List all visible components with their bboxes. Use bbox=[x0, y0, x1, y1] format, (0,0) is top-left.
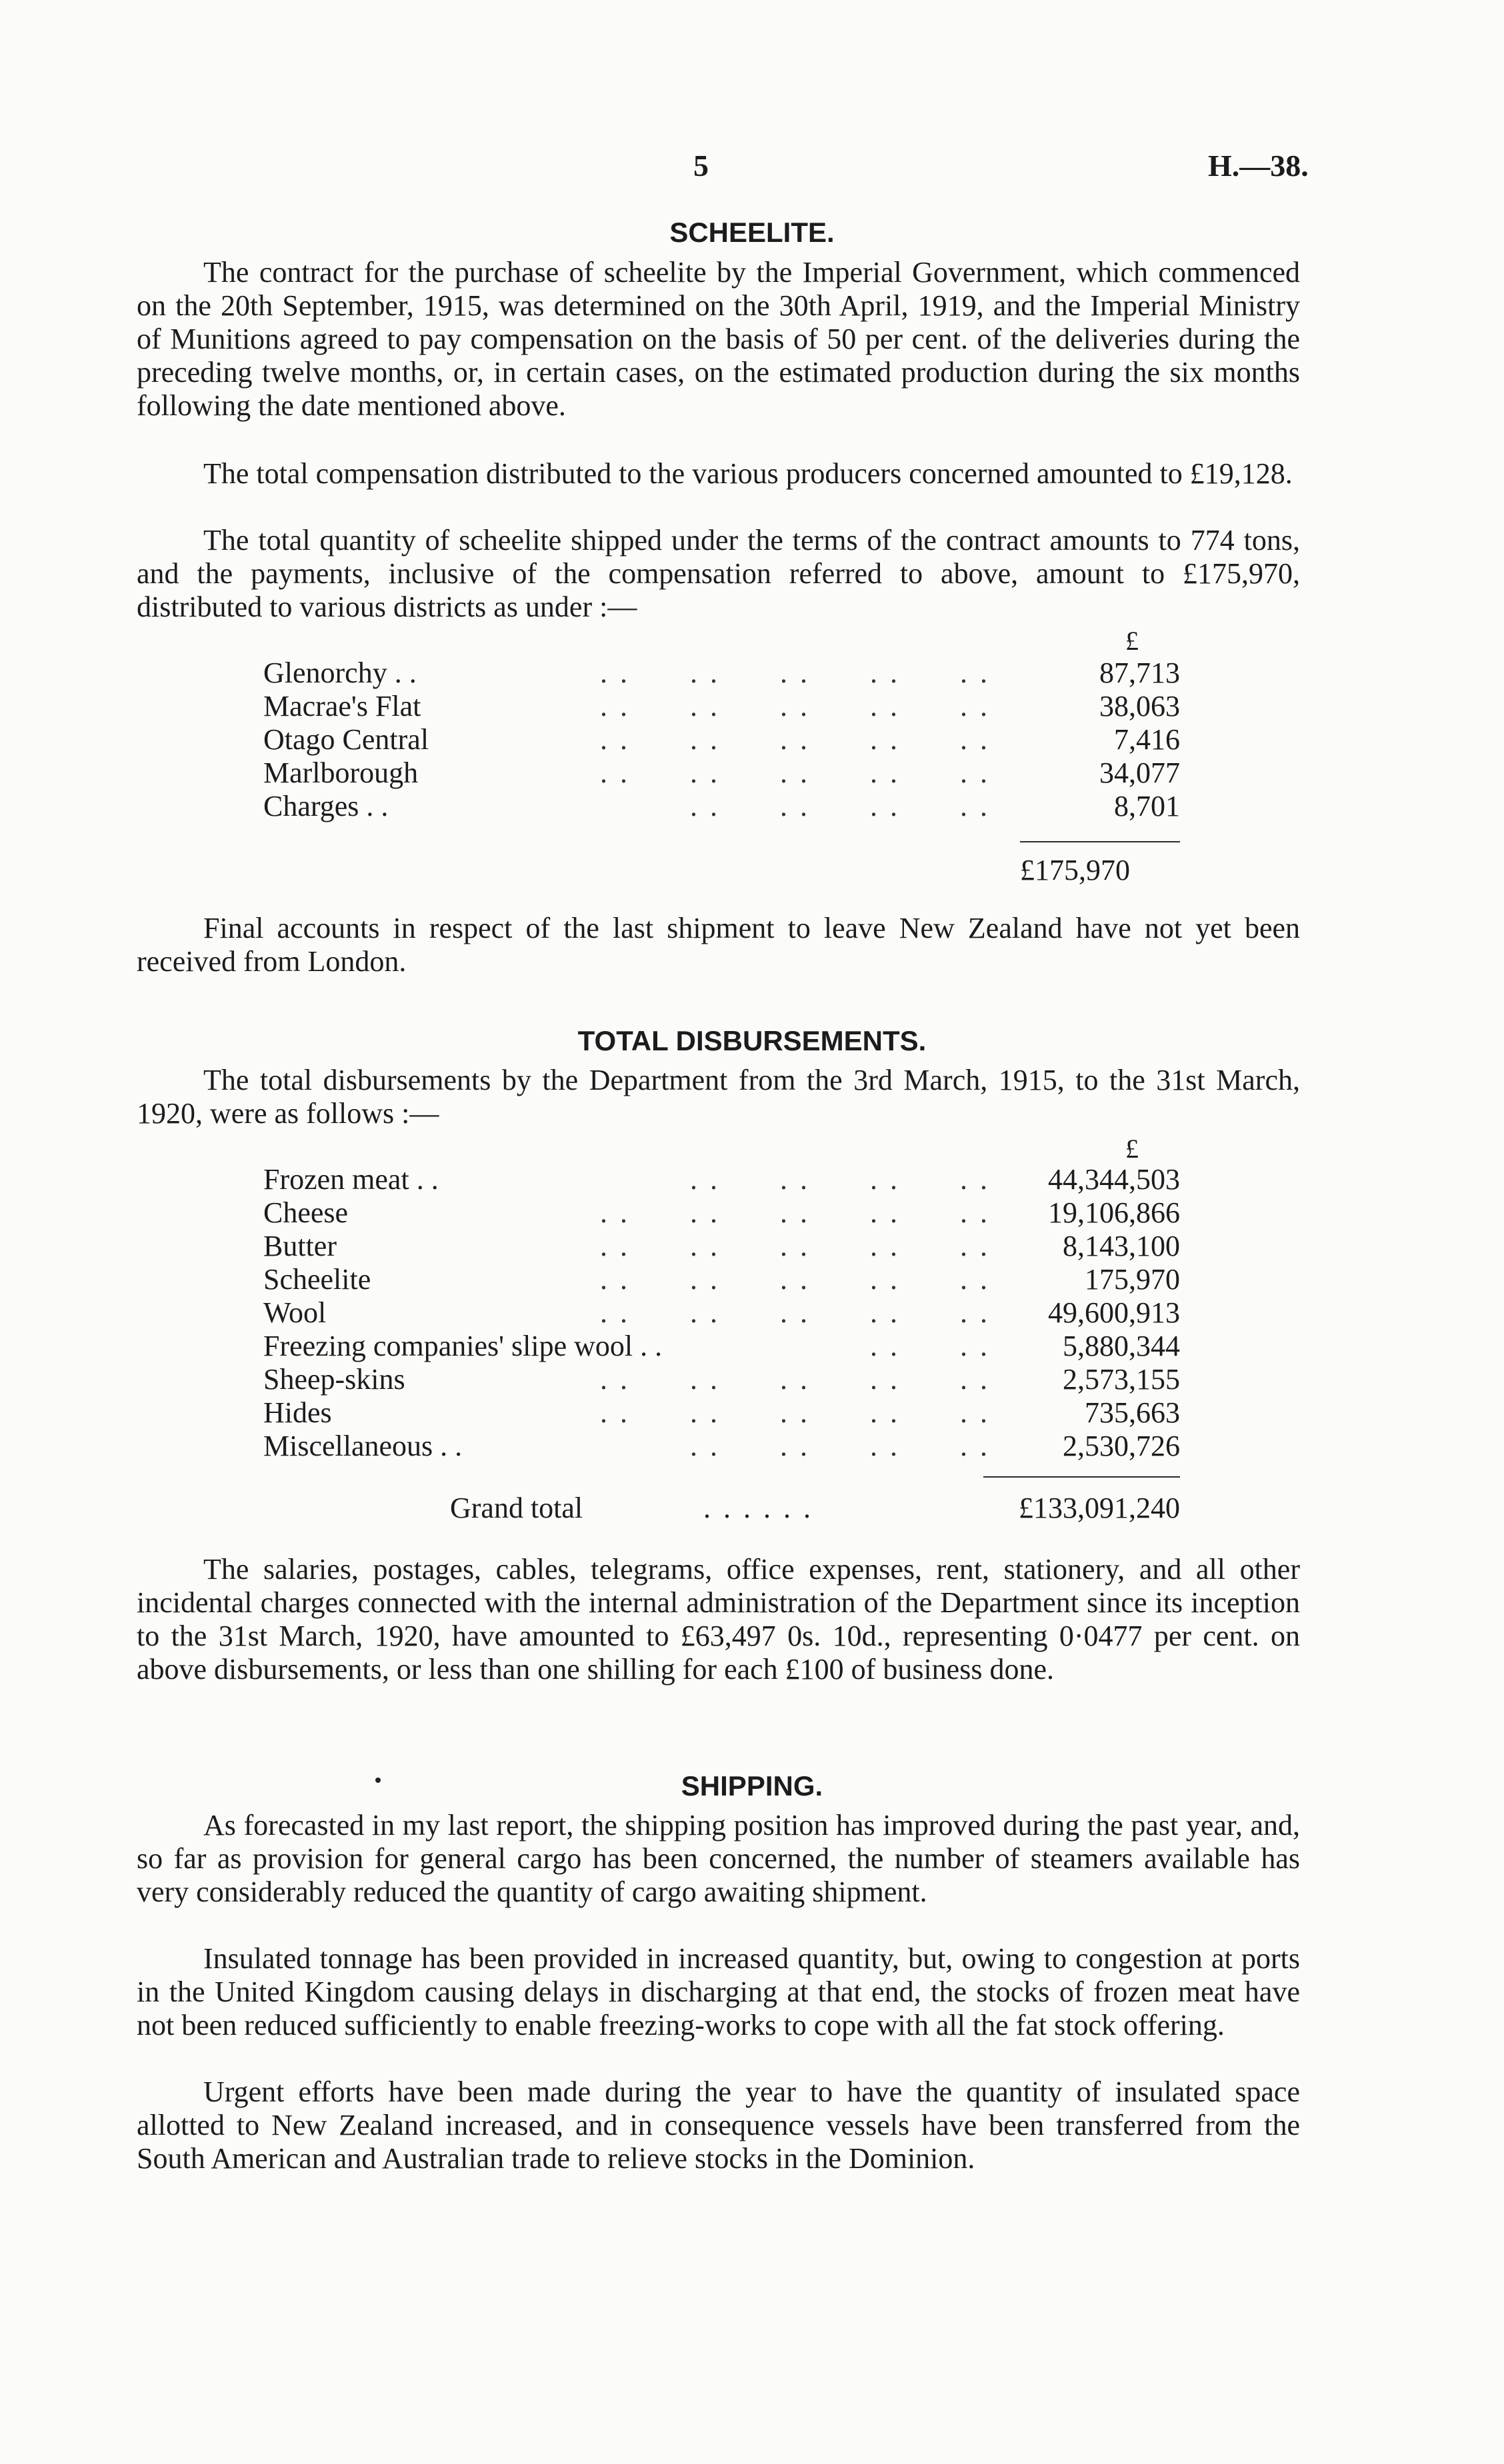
commodity-amount: 19,106,866 bbox=[1048, 1196, 1180, 1229]
district-amount: 87,713 bbox=[1099, 656, 1180, 689]
grand-total-row bbox=[263, 1491, 1180, 1527]
table-row bbox=[263, 656, 1180, 690]
district-label: Charges . . bbox=[263, 790, 389, 822]
scheelite-total: £175,970 bbox=[1020, 854, 1130, 886]
table-row bbox=[263, 1330, 1180, 1363]
table-row bbox=[263, 1163, 1180, 1196]
commodity-amount: 2,573,155 bbox=[1063, 1363, 1180, 1396]
table-row bbox=[263, 1263, 1180, 1296]
scheelite-paragraph-2: The total compensation distributed to the various producers concerned amounted to £19,128. bbox=[203, 457, 1293, 490]
commodity-amount: 5,880,344 bbox=[1063, 1330, 1180, 1362]
leader-dots: . . . . . . . . . . bbox=[600, 1363, 990, 1396]
grand-total-value: £133,091,240 bbox=[1019, 1492, 1180, 1524]
section-heading-disbursements: TOTAL DISBURSEMENTS. bbox=[577, 1025, 927, 1056]
commodity-amount: 49,600,913 bbox=[1048, 1296, 1180, 1329]
table-row bbox=[263, 1230, 1180, 1263]
disbursements-intro: The total disbursements by the Department from the 3rd March, 1915, to the 31st March, 1920, were as follows :— bbox=[137, 1064, 1300, 1130]
leader-dots: . . . . . . bbox=[703, 1492, 813, 1524]
district-amount: 34,077 bbox=[1099, 756, 1180, 789]
scheelite-paragraph-1: The contract for the purchase of scheelite by the Imperial Government, which commenced on the 20th September, 1915, was determined on the 30th April, 1919, and the Imperial Ministry of Munitions agreed to pay compensation on the basis of 50 per cent. of the deliveries during the preceding twelve months, or, in certain cases, on the estimated production during the six months following the date mentioned above. bbox=[137, 256, 1300, 422]
leader-dots: . . . . . . . . bbox=[690, 1163, 990, 1196]
grand-total-label: Grand total bbox=[450, 1492, 583, 1524]
section-heading-scheelite: SCHEELITE. bbox=[669, 217, 835, 248]
total-rule bbox=[1020, 841, 1180, 842]
disbursements-closing-paragraph: The salaries, postages, cables, telegrams, office expenses, rent, stationery, and all other incidental charges connected with the internal administration of the Department since its inception to the 31st March, 1920, have amounted to £63,497 0s. 10d., representing 0·0477 per cent. on above disbursements, or less than one shilling for each £100 of business done. bbox=[137, 1553, 1300, 1686]
table-row bbox=[263, 790, 1180, 823]
leader-dots: . . . . . . . . . . bbox=[600, 1296, 990, 1329]
leader-dots: . . . . . . . . bbox=[690, 1430, 990, 1462]
shipping-paragraph-1: As forecasted in my last report, the shipping position has improved during the past year, and, so far as provision for general cargo has been concerned, the number of steamers available has very considerably reduced the quantity of cargo awaiting shipment. bbox=[137, 1809, 1300, 1908]
scheelite-paragraph-3: The total quantity of scheelite shipped under the terms of the contract amounts to 774 tons, and the payments, inclusive of the compensation referred to above, amount to £175,970, distributed to various districts as under :— bbox=[137, 524, 1300, 623]
shipping-paragraph-2: Insulated tonnage has been provided in increased quantity, but, owing to congestion at ports in the United Kingdom causing delays in discharging at that end, the stocks of frozen meat have not been reduced sufficiently to enable freezing-works to cope with all the fat stock offering. bbox=[137, 1942, 1300, 2041]
commodity-label: Hides bbox=[263, 1396, 332, 1429]
commodity-amount: 44,344,503 bbox=[1048, 1163, 1180, 1196]
leader-dots: . . . . . . . . . . bbox=[600, 1396, 990, 1429]
commodity-label: Scheelite bbox=[263, 1263, 371, 1296]
table-row bbox=[263, 1296, 1180, 1330]
commodity-label: Sheep-skins bbox=[263, 1363, 405, 1396]
document-reference: H.—38. bbox=[1208, 149, 1309, 183]
grand-total-rule bbox=[983, 1476, 1180, 1478]
table-row bbox=[263, 690, 1180, 723]
table-row bbox=[263, 1396, 1180, 1430]
table-row bbox=[263, 1196, 1180, 1230]
leader-dots: . . . . bbox=[870, 1330, 990, 1362]
district-amount: 7,416 bbox=[1114, 723, 1180, 756]
scheelite-currency-unit: £ bbox=[1125, 626, 1139, 656]
commodity-label: Cheese bbox=[263, 1196, 349, 1229]
table-row bbox=[263, 756, 1180, 790]
leader-dots: . . . . . . . . . . bbox=[600, 1263, 990, 1296]
table-row bbox=[263, 1430, 1180, 1463]
commodity-label: Freezing companies' slipe wool . . bbox=[263, 1330, 663, 1362]
commodity-amount: 175,970 bbox=[1085, 1263, 1180, 1296]
leader-dots: . . . . . . . . . . bbox=[600, 756, 990, 789]
leader-dots: . . . . . . . . bbox=[690, 790, 990, 822]
district-label: Macrae's Flat bbox=[263, 690, 421, 722]
commodity-amount: 735,663 bbox=[1085, 1396, 1180, 1429]
commodity-label: Wool bbox=[263, 1296, 327, 1329]
commodity-amount: 2,530,726 bbox=[1063, 1430, 1180, 1462]
district-label: Glenorchy . . bbox=[263, 656, 417, 689]
leader-dots: . . . . . . . . . . bbox=[600, 656, 990, 689]
commodity-label: Miscellaneous . . bbox=[263, 1430, 463, 1462]
section-heading-shipping: SHIPPING. bbox=[681, 1770, 823, 1802]
shipping-paragraph-3: Urgent efforts have been made during the year to have the quantity of insulated space allotted to New Zealand increased, and in consequence vessels have been transferred from the South American and Australian trade to relieve stocks in the Dominion. bbox=[137, 2075, 1300, 2175]
disbursements-table bbox=[263, 1163, 1180, 1463]
district-label: Otago Central bbox=[263, 723, 429, 756]
commodity-amount: 8,143,100 bbox=[1063, 1230, 1180, 1262]
leader-dots: . . . . . . . . . . bbox=[600, 690, 990, 722]
commodity-label: Butter bbox=[263, 1230, 337, 1262]
scheelite-district-table bbox=[263, 656, 1180, 823]
district-amount: 38,063 bbox=[1099, 690, 1180, 722]
district-label: Marlborough bbox=[263, 756, 419, 789]
scheelite-closing-paragraph: Final accounts in respect of the last shipment to leave New Zealand have not yet been received from London. bbox=[137, 912, 1300, 978]
commodity-label: Frozen meat . . bbox=[263, 1163, 439, 1196]
leader-dots: . . . . . . . . . . bbox=[600, 1230, 990, 1262]
leader-dots: . . . . . . . . . . bbox=[600, 723, 990, 756]
leader-dots: . . . . . . . . . . bbox=[600, 1196, 990, 1229]
page-number: 5 bbox=[693, 149, 709, 183]
table-row bbox=[263, 1363, 1180, 1396]
district-amount: 8,701 bbox=[1114, 790, 1180, 822]
table-row bbox=[263, 723, 1180, 756]
disbursements-currency-unit: £ bbox=[1125, 1134, 1139, 1164]
